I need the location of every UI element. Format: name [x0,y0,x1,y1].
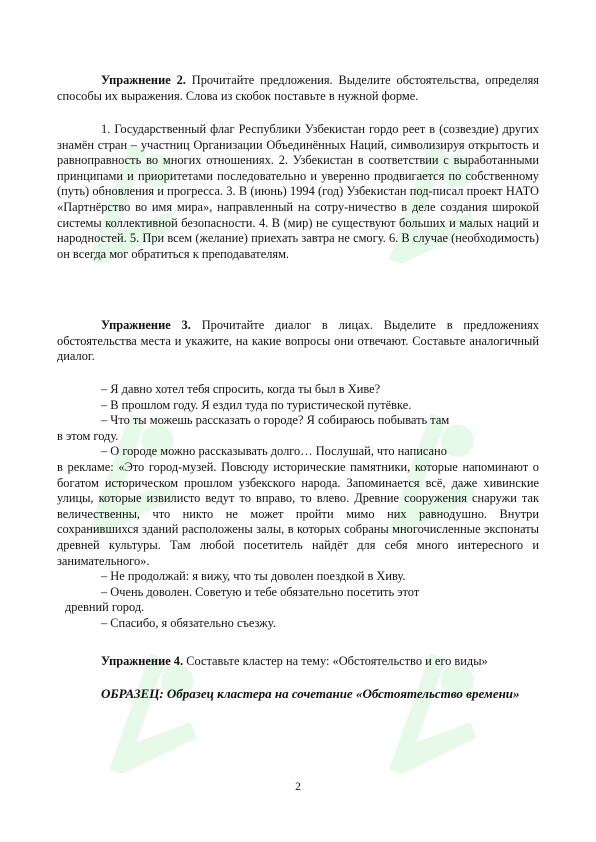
exercise-3-instructions: Прочитайте диалог в лицах. Выделите в предложениях обстоятельства места и укажите, на какие вопросы они отвечают. Составьте аналогичный диалог. [57,318,539,364]
dialog-line: – Что ты можешь рассказать о городе? Я собираюсь побывать там [101,413,450,428]
exercise-3-dialog [57,382,539,632]
dialog-line: – Я давно хотел тебя спросить, когда ты был в Хиве? [101,382,381,396]
page-number: 2 [295,781,301,793]
dialog-line: – Спасибо, я обязательно съезжу. [101,615,276,630]
dialog-line: древний город. [65,600,145,615]
exercise-2-heading: Упражнение 2. [101,73,186,87]
dialog-line: – Не продолжай: я вижу, что ты доволен поездкой в Хиву. [101,569,406,584]
exercise-3 [57,318,539,365]
exercise-2-instructions: Прочитайте предложения. Выделите обстоятельства, определяя способы их выражения. Слова из скобок поставьте в нужной форме. [57,73,540,103]
dialog-line: – Очень доволен. Советую и тебе обязательно посетить этот [101,584,420,599]
dialog-line: в рекламе: «Это город-музей. Повсюду исторические памятники, которые напоминают о богатом историческом прошлом узбекского народа. Запоминается всё, даже хивинские улицы, которые извилисто ведут то вправо, то влево. Древние сооружения снаружи так величественны, что никто не может пройти мимо них равнодушно. Внутри сохранившихся зданий расположены залы, в которых собраны многочисленные экспонаты древней культуры. Там любой посетитель найдёт для себя много интересного и занимательного». [57,459,539,568]
sample-block [57,686,539,702]
exercise-2-sentences [57,122,539,262]
exercise-3-task [57,318,539,365]
exercise-2 [57,73,539,104]
exercise-4-instructions: Составьте кластер на тему: «Обстоятельство и его виды» [183,654,488,668]
exercise-4 [57,654,539,670]
exercise-2-body: 1. Государственный флаг Республики Узбекистан гордо реет в (созвездие) других знамён стран – участниц Организации Объединённых Наций, символизируя открытость и равноправность во многих отношениях. 2. Узбекистан в соответствии с выработанными принципами и приоритетами последовательно и уверенно продвигается по собственному (путь) обновления и прогресса. 3. В (июнь) 1994 (год) Узбекистан под-писал проект НАТО «Партнёрство во имя мира», направленный на сотру-ничество в деле создания широкой системы коллективной безопасности. 4. В (мир) не существуют больших и малых наций и народностей. 5. При всем (желание) приехать завтра не смогу. 6. В случае (необходимость) он всегда мог обратиться к преподавателям. [57,122,539,261]
exercise-4-heading: Упражнение 4. [101,654,184,668]
dialog-line: в этом году. [57,428,119,443]
dialog-line: – В прошлом году. Я ездил туда по туристической путёвке. [101,397,412,412]
exercise-3-heading: Упражнение 3. [101,318,191,332]
dialog-line: – О городе можно рассказывать долго… Послушай, что написано [101,444,447,459]
exercise-4-task [57,654,539,670]
exercise-2-task [57,73,539,104]
sample-heading: ОБРАЗЕЦ: Образец кластера на сочетание «Обстоятельство времени» [101,686,520,701]
